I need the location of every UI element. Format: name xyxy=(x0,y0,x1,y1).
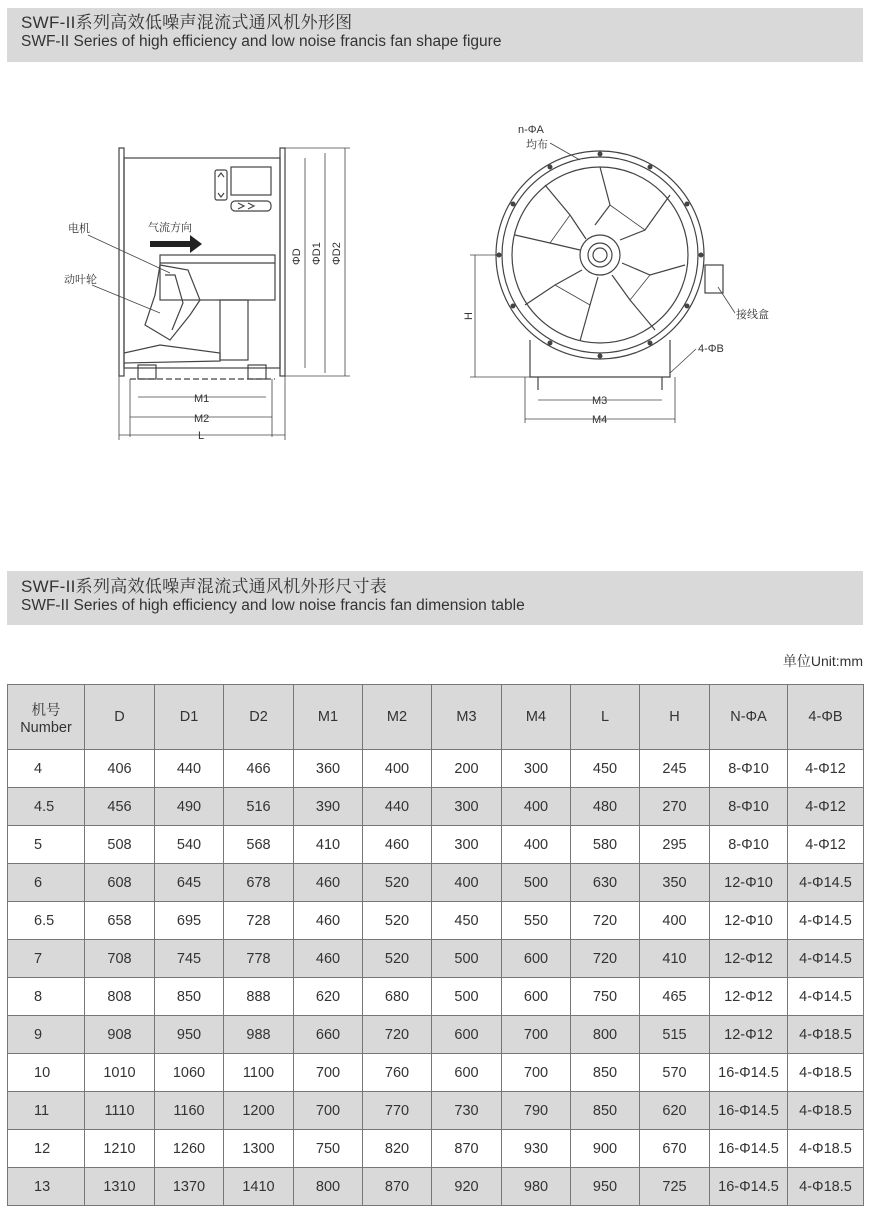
table-cell: 870 xyxy=(363,1168,432,1206)
shape-figure-title-en: SWF-II Series of high efficiency and low noise francis fan shape figure xyxy=(21,33,502,50)
table-cell: 808 xyxy=(85,978,155,1016)
table-cell: 400 xyxy=(363,750,432,788)
table-cell: 600 xyxy=(432,1016,502,1054)
header-4-phi-b: 4-ΦB xyxy=(788,685,864,750)
table-cell: 1300 xyxy=(224,1130,294,1168)
dim-h-label: H xyxy=(463,312,475,320)
table-cell: 456 xyxy=(85,788,155,826)
header-l: L xyxy=(571,685,640,750)
nameplate xyxy=(231,167,271,195)
dimension-table xyxy=(7,684,864,1206)
table-cell: 678 xyxy=(224,864,294,902)
table-cell: 568 xyxy=(224,826,294,864)
table-row xyxy=(8,940,864,978)
table-cell: 410 xyxy=(640,940,710,978)
table-cell: 4-Φ12 xyxy=(788,826,864,864)
dim-d1-label: ΦD1 xyxy=(311,242,323,265)
table-cell: 550 xyxy=(502,902,571,940)
table-row xyxy=(8,978,864,1016)
motor-label: 电机 xyxy=(68,223,90,235)
table-cell: 406 xyxy=(85,750,155,788)
table-cell: 515 xyxy=(640,1016,710,1054)
table-cell: 12-Φ10 xyxy=(710,902,788,940)
motor-body xyxy=(160,255,275,300)
table-row xyxy=(8,1168,864,1206)
table-cell: 1110 xyxy=(85,1092,155,1130)
table-row xyxy=(8,1130,864,1168)
table-cell: 12-Φ12 xyxy=(710,1016,788,1054)
front-view-drawing xyxy=(460,115,790,435)
header-m4: M4 xyxy=(502,685,571,750)
table-cell: 570 xyxy=(640,1054,710,1092)
table-cell: 630 xyxy=(571,864,640,902)
table-cell: 4-Φ12 xyxy=(788,750,864,788)
table-cell: 850 xyxy=(571,1092,640,1130)
table-cell: 390 xyxy=(294,788,363,826)
table-cell: 580 xyxy=(571,826,640,864)
shape-figure-title-zh: SWF-II系列高效低噪声混流式通风机外形图 xyxy=(21,13,353,32)
table-cell: 12-Φ10 xyxy=(710,864,788,902)
table-cell: 730 xyxy=(432,1092,502,1130)
table-cell: 8-Φ10 xyxy=(710,826,788,864)
table-cell: 460 xyxy=(294,902,363,940)
junction-box xyxy=(705,265,723,293)
header-d: D xyxy=(85,685,155,750)
table-cell: 8 xyxy=(8,978,85,1016)
table-cell: 245 xyxy=(640,750,710,788)
table-cell: 608 xyxy=(85,864,155,902)
table-cell: 12-Φ12 xyxy=(710,978,788,1016)
motor-support xyxy=(220,300,248,360)
table-cell: 11 xyxy=(8,1092,85,1130)
table-cell: 620 xyxy=(640,1092,710,1130)
table-cell: 700 xyxy=(294,1054,363,1092)
table-cell: 200 xyxy=(432,750,502,788)
table-cell: 16-Φ14.5 xyxy=(710,1054,788,1092)
table-cell: 4-Φ14.5 xyxy=(788,978,864,1016)
table-header-row xyxy=(8,685,864,750)
dim-l-label: L xyxy=(198,430,205,442)
dim-m2-label: M2 xyxy=(194,413,210,425)
table-cell: 870 xyxy=(432,1130,502,1168)
table-cell: 12 xyxy=(8,1130,85,1168)
table-cell: 750 xyxy=(571,978,640,1016)
shape-figure-banner xyxy=(7,8,863,62)
table-cell: 8-Φ10 xyxy=(710,750,788,788)
table-cell: 516 xyxy=(224,788,294,826)
table-cell: 270 xyxy=(640,788,710,826)
table-cell: 660 xyxy=(294,1016,363,1054)
header-number-zh: 机号 xyxy=(31,702,61,719)
table-cell: 800 xyxy=(294,1168,363,1206)
table-cell: 466 xyxy=(224,750,294,788)
flow-badge xyxy=(231,201,271,211)
table-cell: 360 xyxy=(294,750,363,788)
table-cell: 460 xyxy=(294,940,363,978)
table-cell: 700 xyxy=(294,1092,363,1130)
table-cell: 300 xyxy=(502,750,571,788)
header-h: H xyxy=(640,685,710,750)
table-cell: 7 xyxy=(8,940,85,978)
table-row xyxy=(8,750,864,788)
table-cell: 728 xyxy=(224,902,294,940)
table-cell: 440 xyxy=(155,750,224,788)
table-cell: 1100 xyxy=(224,1054,294,1092)
table-cell: 720 xyxy=(363,1016,432,1054)
table-cell: 1410 xyxy=(224,1168,294,1206)
header-d1: D1 xyxy=(155,685,224,750)
table-cell: 778 xyxy=(224,940,294,978)
table-cell: 900 xyxy=(571,1130,640,1168)
table-row xyxy=(8,788,864,826)
table-row xyxy=(8,1092,864,1130)
table-cell: 888 xyxy=(224,978,294,1016)
table-cell: 540 xyxy=(155,826,224,864)
table-cell: 1160 xyxy=(155,1092,224,1130)
table-cell: 645 xyxy=(155,864,224,902)
table-cell: 700 xyxy=(502,1054,571,1092)
table-cell: 600 xyxy=(432,1054,502,1092)
header-m2: M2 xyxy=(363,685,432,750)
left-foot xyxy=(138,365,156,379)
table-cell: 12-Φ12 xyxy=(710,940,788,978)
table-row xyxy=(8,864,864,902)
table-cell: 480 xyxy=(571,788,640,826)
table-cell: 400 xyxy=(502,826,571,864)
table-cell: 6.5 xyxy=(8,902,85,940)
table-cell: 4-Φ14.5 xyxy=(788,902,864,940)
table-cell: 460 xyxy=(294,864,363,902)
header-m1: M1 xyxy=(294,685,363,750)
right-foot xyxy=(248,365,266,379)
header-number-en: Number xyxy=(20,719,72,736)
hub xyxy=(580,235,620,275)
table-cell: 508 xyxy=(85,826,155,864)
table-cell: 295 xyxy=(640,826,710,864)
table-cell: 460 xyxy=(363,826,432,864)
table-cell: 988 xyxy=(224,1016,294,1054)
table-cell: 850 xyxy=(155,978,224,1016)
table-cell: 4-Φ14.5 xyxy=(788,864,864,902)
dim-d-label: ΦD xyxy=(291,248,303,265)
table-cell: 490 xyxy=(155,788,224,826)
table-cell: 300 xyxy=(432,826,502,864)
table-cell: 16-Φ14.5 xyxy=(710,1130,788,1168)
table-cell: 410 xyxy=(294,826,363,864)
table-cell: 4.5 xyxy=(8,788,85,826)
table-cell: 16-Φ14.5 xyxy=(710,1168,788,1206)
table-cell: 4-Φ18.5 xyxy=(788,1054,864,1092)
table-cell: 708 xyxy=(85,940,155,978)
table-cell: 4 xyxy=(8,750,85,788)
table-cell: 700 xyxy=(502,1016,571,1054)
table-cell: 440 xyxy=(363,788,432,826)
table-cell: 850 xyxy=(571,1054,640,1092)
foot-holes-label: 4-ΦB xyxy=(698,343,724,355)
table-cell: 670 xyxy=(640,1130,710,1168)
airflow-arrow xyxy=(150,235,202,253)
table-cell: 13 xyxy=(8,1168,85,1206)
table-cell: 4-Φ12 xyxy=(788,788,864,826)
unit-note: 单位Unit:mm xyxy=(782,653,863,669)
dimension-table-title-zh: SWF-II系列高效低噪声混流式通风机外形尺寸表 xyxy=(21,577,388,596)
table-cell: 520 xyxy=(363,940,432,978)
right-flange xyxy=(280,148,285,376)
table-cell: 950 xyxy=(155,1016,224,1054)
table-cell: 680 xyxy=(363,978,432,1016)
table-cell: 820 xyxy=(363,1130,432,1168)
table-cell: 1010 xyxy=(85,1054,155,1092)
table-cell: 1060 xyxy=(155,1054,224,1092)
table-cell: 500 xyxy=(432,978,502,1016)
uniform-label: 均布 xyxy=(526,139,548,151)
table-row xyxy=(8,902,864,940)
table-cell: 800 xyxy=(571,1016,640,1054)
table-cell: 400 xyxy=(640,902,710,940)
dimension-table-title-en: SWF-II Series of high efficiency and low noise francis fan dimension table xyxy=(21,597,525,614)
dim-d2-label: ΦD2 xyxy=(331,242,343,265)
table-cell: 16-Φ14.5 xyxy=(710,1092,788,1130)
table-cell: 720 xyxy=(571,940,640,978)
table-cell: 658 xyxy=(85,902,155,940)
table-cell: 920 xyxy=(432,1168,502,1206)
table-cell: 4-Φ18.5 xyxy=(788,1092,864,1130)
airflow-label: 气流方向 xyxy=(148,222,192,234)
table-cell: 350 xyxy=(640,864,710,902)
rotation-badge xyxy=(215,170,227,200)
table-cell: 5 xyxy=(8,826,85,864)
left-flange xyxy=(119,148,124,376)
table-cell: 9 xyxy=(8,1016,85,1054)
holes-label: n-ΦA xyxy=(518,124,544,136)
header-m3: M3 xyxy=(432,685,502,750)
junction-box-label: 接线盒 xyxy=(736,309,769,321)
table-cell: 760 xyxy=(363,1054,432,1092)
table-cell: 465 xyxy=(640,978,710,1016)
table-cell: 930 xyxy=(502,1130,571,1168)
table-cell: 520 xyxy=(363,902,432,940)
table-cell: 908 xyxy=(85,1016,155,1054)
header-d2: D2 xyxy=(224,685,294,750)
table-cell: 6 xyxy=(8,864,85,902)
table-cell: 450 xyxy=(571,750,640,788)
dimension-table-banner xyxy=(7,571,863,625)
table-cell: 790 xyxy=(502,1092,571,1130)
table-cell: 4-Φ18.5 xyxy=(788,1168,864,1206)
table-cell: 725 xyxy=(640,1168,710,1206)
table-cell: 4-Φ14.5 xyxy=(788,940,864,978)
dim-m4-label: M4 xyxy=(592,414,608,426)
table-cell: 1260 xyxy=(155,1130,224,1168)
table-row xyxy=(8,1016,864,1054)
side-view-drawing xyxy=(60,125,390,450)
table-cell: 1370 xyxy=(155,1168,224,1206)
table-cell: 750 xyxy=(294,1130,363,1168)
table-cell: 8-Φ10 xyxy=(710,788,788,826)
table-cell: 4-Φ18.5 xyxy=(788,1016,864,1054)
table-cell: 400 xyxy=(502,788,571,826)
table-row xyxy=(8,826,864,864)
table-cell: 600 xyxy=(502,940,571,978)
dim-m1-label: M1 xyxy=(194,393,210,405)
header-n-phi-a: N-ΦA xyxy=(710,685,788,750)
table-cell: 1310 xyxy=(85,1168,155,1206)
table-cell: 300 xyxy=(432,788,502,826)
table-cell: 4-Φ18.5 xyxy=(788,1130,864,1168)
table-cell: 450 xyxy=(432,902,502,940)
table-cell: 745 xyxy=(155,940,224,978)
table-cell: 620 xyxy=(294,978,363,1016)
table-cell: 400 xyxy=(432,864,502,902)
table-cell: 695 xyxy=(155,902,224,940)
impeller-label: 动叶轮 xyxy=(64,274,97,286)
table-cell: 520 xyxy=(363,864,432,902)
table-cell: 500 xyxy=(502,864,571,902)
table-cell: 1200 xyxy=(224,1092,294,1130)
table-cell: 720 xyxy=(571,902,640,940)
table-cell: 500 xyxy=(432,940,502,978)
dim-m3-label: M3 xyxy=(592,395,608,407)
table-row xyxy=(8,1054,864,1092)
table-cell: 770 xyxy=(363,1092,432,1130)
header-number xyxy=(8,685,85,750)
table-cell: 1210 xyxy=(85,1130,155,1168)
inner-ring xyxy=(512,167,688,343)
table-cell: 600 xyxy=(502,978,571,1016)
outer-flange xyxy=(496,151,704,359)
table-cell: 950 xyxy=(571,1168,640,1206)
table-cell: 980 xyxy=(502,1168,571,1206)
table-cell: 10 xyxy=(8,1054,85,1092)
